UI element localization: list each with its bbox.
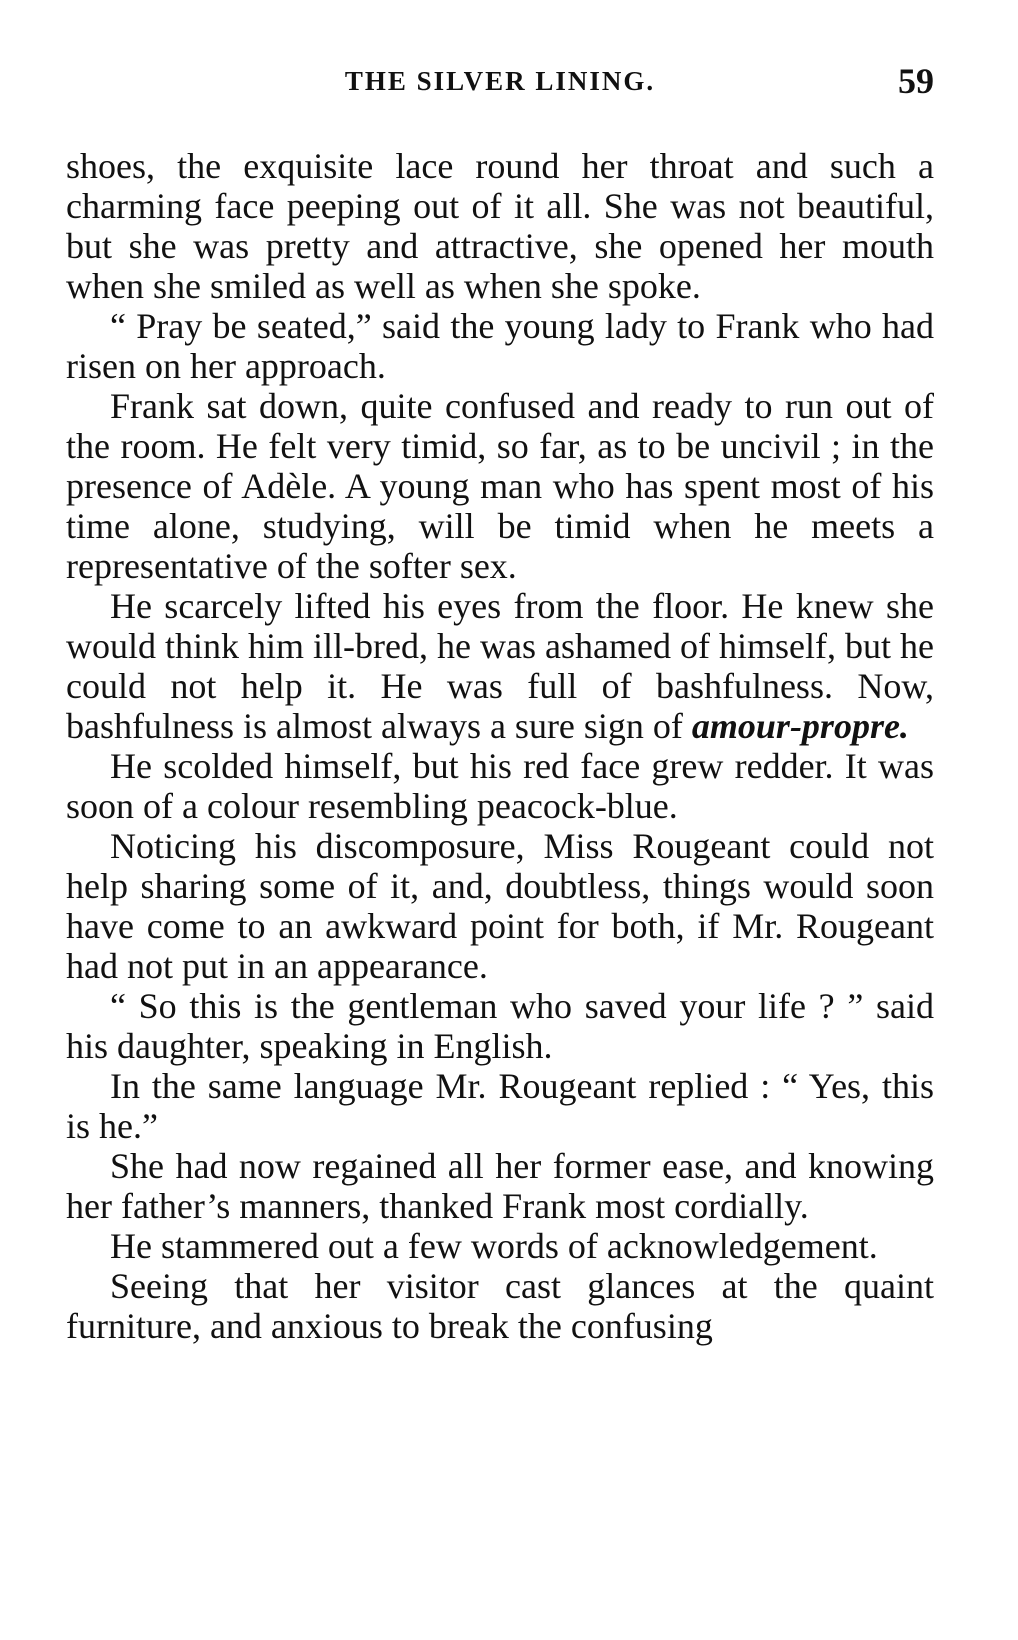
paragraph: He scolded himself, but his red face grew redder. It was soon of a colour resembling peacock-blue.: [66, 746, 934, 826]
paragraph: shoes, the exquisite lace round her throat and such a charming face peeping out of it all. She was not beautiful, but she was pretty and attractive, she opened her mouth when she smiled as well as when she spoke.: [66, 146, 934, 306]
body-text: [66, 146, 934, 1346]
paragraph: Frank sat down, quite confused and ready to run out of the room. He felt very timid, so far, as to be uncivil ; in the presence of Adèle. A young man who has spent most of his time alone, studying, will be timid when he meets a representative of the softer sex.: [66, 386, 934, 586]
paragraph: She had now regained all her former ease, and knowing her father’s manners, thanked Frank most cordially.: [66, 1146, 934, 1226]
paragraph: Noticing his discomposure, Miss Rougeant could not help sharing some of it, and, doubtless, things would soon have come to an awkward point for both, if Mr. Rougeant had not put in an appearance.: [66, 826, 934, 986]
running-title: THE SILVER LINING.: [344, 66, 656, 96]
paragraph: “ So this is the gentleman who saved your life ? ” said his daughter, speaking in English.: [66, 986, 934, 1066]
paragraph: [66, 586, 934, 746]
italic-phrase: amour-propre.: [691, 706, 909, 746]
running-header: [66, 60, 934, 108]
paragraph-text: He scarcely lifted his eyes from the floor. He knew she would think him ill-bred, he was ashamed of himself, but he could not help it. He was full of bashfulness. Now, bashfulness is almost always a sure sign of: [66, 586, 934, 746]
paragraph: In the same language Mr. Rougeant replied : “ Yes, this is he.”: [66, 1066, 934, 1146]
paragraph: Seeing that her visitor cast glances at the quaint furniture, and anxious to break the confusing: [66, 1266, 934, 1346]
paragraph: “ Pray be seated,” said the young lady to Frank who had risen on her approach.: [66, 306, 934, 386]
paragraph: He stammered out a few words of acknowledgement.: [110, 1226, 878, 1266]
page-number: 59: [898, 61, 934, 101]
